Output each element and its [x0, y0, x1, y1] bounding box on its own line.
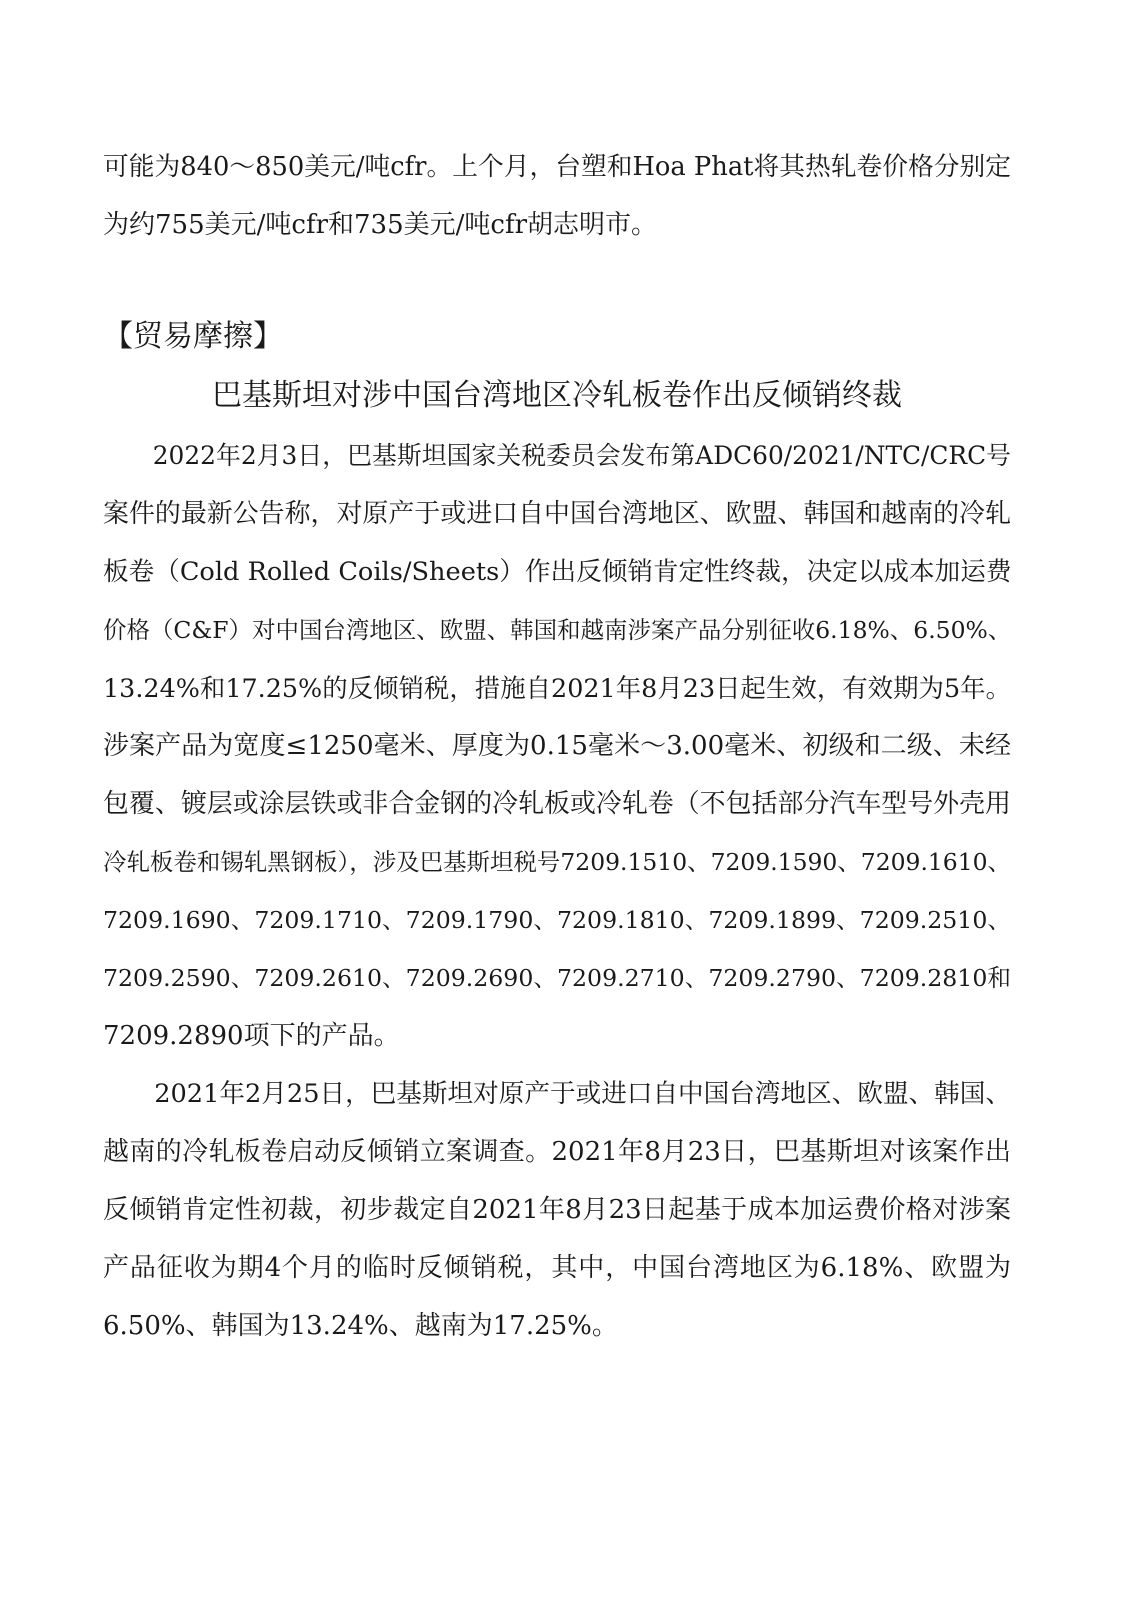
- paragraph1-line-2: 案件的最新公告称，对原产于或进口自中国台湾地区、欧盟、韩国和越南的冷轧: [103, 499, 1011, 529]
- paragraph1-line-10: 7209.2590、7209.2610、7209.2690、7209.2710、7209.2790、7209.2810和: [103, 964, 1011, 992]
- paragraph2-line-1: 2021年2月25日，巴基斯坦对原产于或进口自中国台湾地区、欧盟、韩国、: [103, 1079, 1011, 1109]
- paragraph1-line-4: 价格（C&F）对中国台湾地区、欧盟、韩国和越南涉案产品分别征收6.18%、6.50%、: [103, 616, 1012, 644]
- paragraph1-line-7: 包覆、镀层或涂层铁或非合金钢的冷轧板或冷轧卷（不包括部分汽车型号外壳用: [103, 789, 1011, 819]
- paragraph1-line-1: 2022年2月3日，巴基斯坦国家关税委员会发布第ADC60/2021/NTC/CRC号: [103, 441, 1011, 470]
- paragraph2-line-3: 反倾销肯定性初裁，初步裁定自2021年8月23日起基于成本加运费价格对涉案: [103, 1195, 1011, 1225]
- paragraph1-line-9: 7209.1690、7209.1710、7209.1790、7209.1810、7209.1899、7209.2510、: [103, 906, 1011, 934]
- section-label: 【贸易摩擦】: [103, 319, 283, 354]
- paragraph2-line-2: 越南的冷轧板卷启动反倾销立案调查。2021年8月23日，巴基斯坦对该案作出: [103, 1137, 1011, 1167]
- paragraph2-line-4: 产品征收为期4个月的临时反倾销税，其中，中国台湾地区为6.18%、欧盟为: [103, 1253, 1011, 1283]
- continuation-line-2: 为约755美元/吨cfr和735美元/吨cfr胡志明市。: [103, 210, 657, 240]
- paragraph2-line-5: 6.50%、韩国为13.24%、越南为17.25%。: [103, 1311, 618, 1341]
- paragraph1-line-8: 冷轧板卷和锡轧黑钢板），涉及巴基斯坦税号7209.1510、7209.1590、7209.1610、: [103, 848, 1011, 876]
- article-title: 巴基斯坦对涉中国台湾地区冷轧板卷作出反倾销终裁: [212, 378, 902, 413]
- paragraph1-line-11: 7209.2890项下的产品。: [103, 1021, 400, 1051]
- paragraph1-line-6: 涉案产品为宽度≤1250毫米、厚度为0.15毫米～3.00毫米、初级和二级、未经: [103, 731, 1011, 761]
- continuation-line-1: 可能为840～850美元/吨cfr。上个月，台塑和Hoa Phat将其热轧卷价格分别定: [103, 152, 1011, 182]
- paragraph1-line-5: 13.24%和17.25%的反倾销税，措施自2021年8月23日起生效，有效期为5年。: [103, 673, 1011, 703]
- paragraph1-line-3: 板卷（Cold Rolled Coils/Sheets）作出反倾销肯定性终裁，决定以成本加运费: [103, 557, 1012, 587]
